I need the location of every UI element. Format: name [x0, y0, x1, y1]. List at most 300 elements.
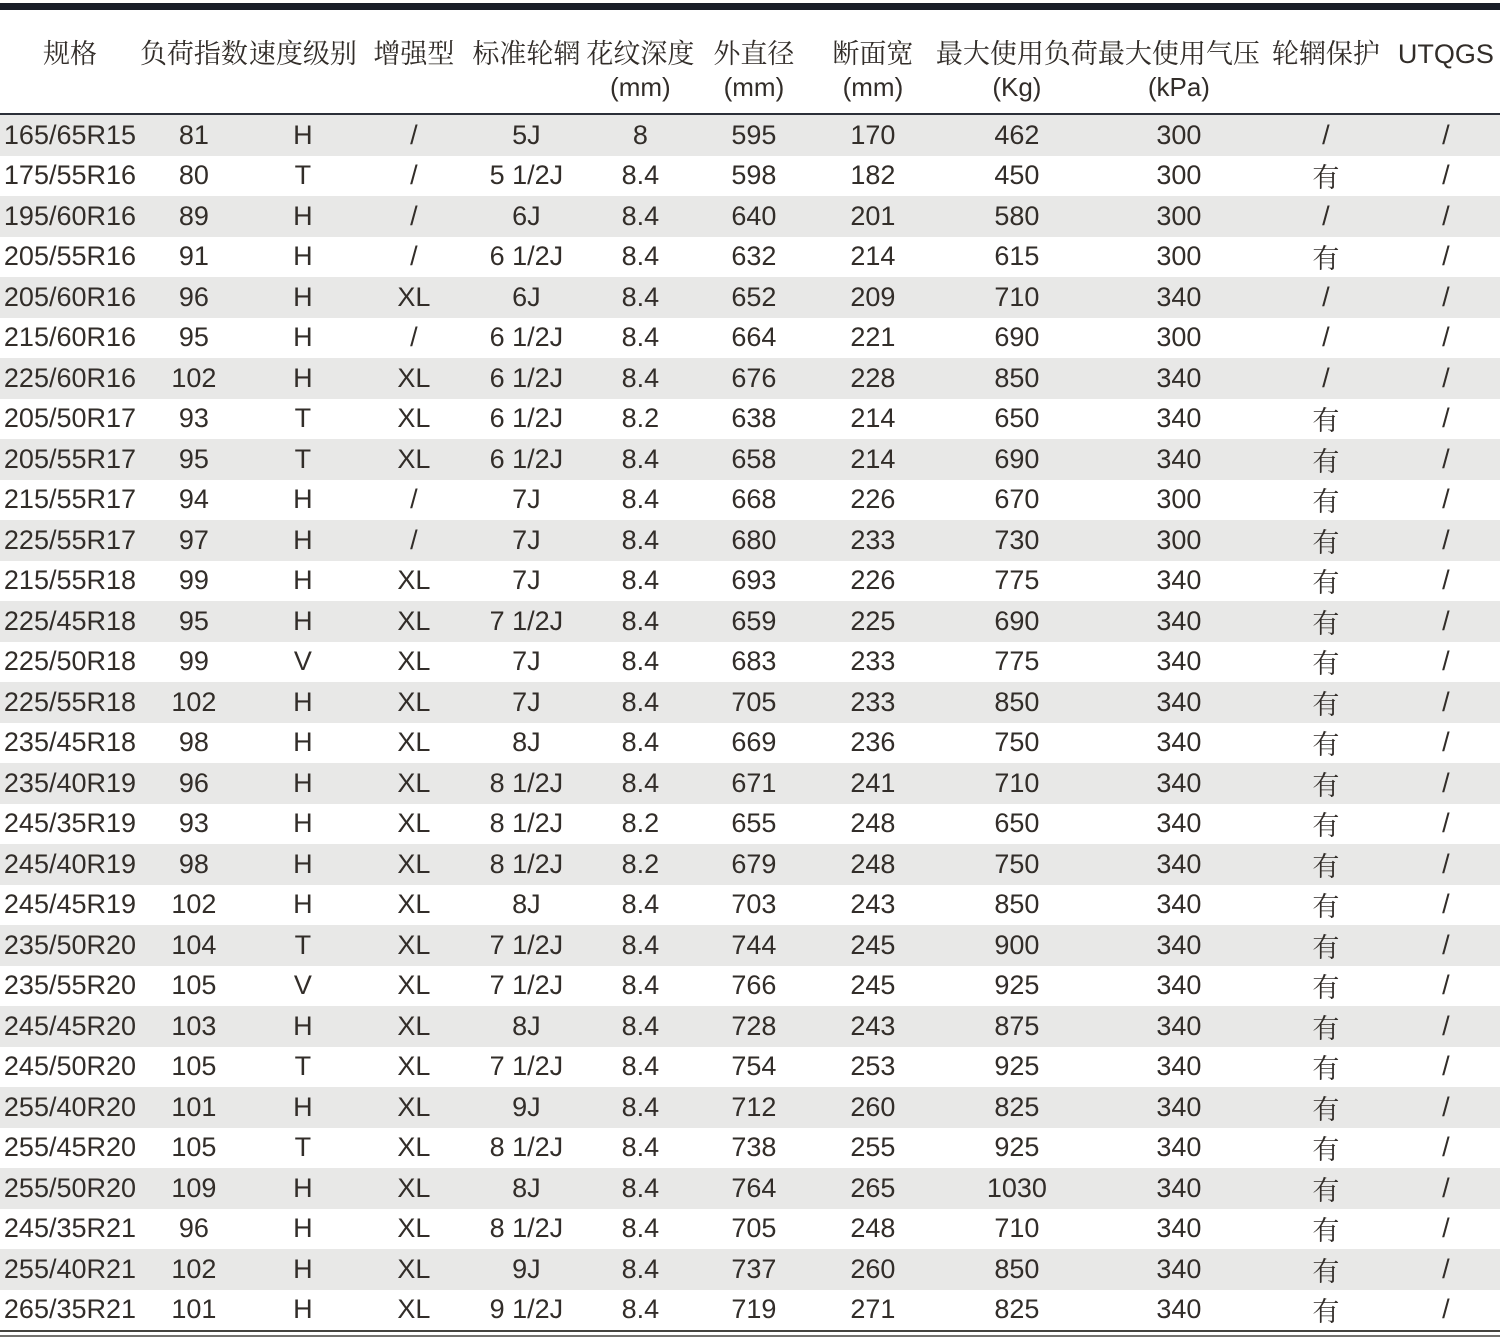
table-cell: 8 1/2J — [489, 848, 564, 879]
table-cell: 676 — [731, 362, 777, 393]
table-row — [0, 1087, 1500, 1128]
table-cell: / — [1442, 443, 1450, 474]
table-cell: H — [293, 241, 313, 272]
table-cell: XL — [397, 1253, 431, 1284]
table-cell: H — [293, 1253, 313, 1284]
table-cell: 690 — [994, 322, 1040, 353]
table-cell: 102 — [171, 362, 217, 393]
table-cell: 260 — [850, 1091, 896, 1122]
table-cell: 215/60R16 — [3, 322, 137, 353]
table-cell: XL — [397, 1172, 431, 1203]
table-cell: 8.4 — [621, 484, 660, 515]
table-cell: 有 — [1312, 487, 1340, 518]
table-cell: 8.4 — [621, 1294, 660, 1325]
table-row — [0, 925, 1500, 966]
table-cell: 8.4 — [621, 200, 660, 231]
table-cell: 300 — [1156, 200, 1202, 231]
table-cell: XL — [397, 565, 431, 596]
table-cell: 340 — [1156, 605, 1202, 636]
table-cell: 81 — [178, 119, 209, 150]
column-header-4 — [358, 10, 470, 114]
table-cell: 6 1/2J — [489, 403, 564, 434]
column-header-label: 轮辋保护 — [1271, 39, 1380, 69]
table-cell: / — [410, 322, 418, 353]
table-row — [0, 520, 1500, 561]
table-cell: / — [1442, 605, 1450, 636]
table-cell: 165/65R15 — [3, 119, 137, 150]
table-cell: 241 — [850, 767, 896, 798]
table-cell: 340 — [1156, 565, 1202, 596]
table-cell: 8.4 — [621, 1172, 660, 1203]
table-cell: 245 — [850, 929, 896, 960]
table-row — [0, 601, 1500, 642]
table-cell: 98 — [178, 848, 209, 879]
table-cell: 6 1/2J — [489, 241, 564, 272]
column-header-label: 规格 — [42, 39, 97, 69]
table-cell: 7 1/2J — [489, 970, 564, 1001]
table-cell: 8.2 — [621, 848, 660, 879]
table-cell: 738 — [731, 1132, 777, 1163]
table-cell: 有 — [1312, 892, 1340, 923]
table-cell: H — [293, 281, 313, 312]
table-cell: 650 — [994, 403, 1040, 434]
table-cell: 925 — [994, 1132, 1040, 1163]
table-cell: 有 — [1312, 163, 1340, 194]
table-cell: XL — [397, 848, 431, 879]
table-cell: 8.4 — [621, 1253, 660, 1284]
table-cell: 712 — [731, 1091, 777, 1122]
table-cell: 766 — [731, 970, 777, 1001]
table-cell: 有 — [1312, 446, 1340, 477]
table-cell: / — [410, 119, 418, 150]
table-cell: 225/50R18 — [3, 646, 137, 677]
table-cell: 850 — [994, 362, 1040, 393]
table-cell: / — [1442, 1132, 1450, 1163]
table-cell: / — [1442, 646, 1450, 677]
table-row — [0, 439, 1500, 480]
table-cell: 5 1/2J — [489, 160, 564, 191]
table-cell: 6J — [512, 200, 541, 231]
table-cell: 595 — [731, 119, 777, 150]
table-row — [0, 561, 1500, 602]
table-row — [0, 480, 1500, 521]
table-row — [0, 277, 1500, 318]
table-cell: 96 — [178, 1213, 209, 1244]
table-cell: H — [293, 1172, 313, 1203]
column-header-label: 标准轮辋 — [472, 39, 581, 69]
table-cell: 226 — [850, 484, 896, 515]
table-cell: 462 — [994, 119, 1040, 150]
table-cell: T — [294, 160, 312, 191]
table-cell: H — [293, 808, 313, 839]
table-cell: 340 — [1156, 1010, 1202, 1041]
table-cell: / — [1322, 281, 1330, 312]
table-cell: 875 — [994, 1010, 1040, 1041]
table-cell: 9 1/2J — [489, 1294, 564, 1325]
table-cell: 104 — [171, 929, 217, 960]
table-cell: 7J — [512, 524, 541, 555]
table-cell: / — [1442, 241, 1450, 272]
table-cell: 233 — [850, 646, 896, 677]
table-cell: 710 — [994, 1213, 1040, 1244]
table-cell: / — [1442, 200, 1450, 231]
table-cell: 8 1/2J — [489, 1132, 564, 1163]
table-row — [0, 237, 1500, 278]
column-header-9 — [936, 10, 1098, 114]
table-cell: XL — [397, 1213, 431, 1244]
table-cell: 693 — [731, 565, 777, 596]
table-cell: 236 — [850, 727, 896, 758]
column-header-unit: (mm) — [842, 72, 904, 102]
table-cell: 719 — [731, 1294, 777, 1325]
table-cell: 8J — [512, 727, 541, 758]
table-cell: 235/45R18 — [3, 727, 137, 758]
table-cell: 8 1/2J — [489, 1213, 564, 1244]
table-cell: 775 — [994, 565, 1040, 596]
table-cell: 有 — [1312, 568, 1340, 599]
table-row — [0, 966, 1500, 1007]
table-cell: T — [294, 403, 312, 434]
table-cell: 245 — [850, 970, 896, 1001]
column-header-unit: (kPa) — [1147, 72, 1210, 102]
table-cell: 668 — [731, 484, 777, 515]
table-cell: XL — [397, 362, 431, 393]
table-cell: 89 — [178, 200, 209, 231]
table-cell: 有 — [1312, 1135, 1340, 1166]
table-cell: 664 — [731, 322, 777, 353]
table-cell: 683 — [731, 646, 777, 677]
table-cell: 201 — [850, 200, 896, 231]
table-cell: 8.4 — [621, 889, 660, 920]
table-cell: 102 — [171, 686, 217, 717]
table-cell: 98 — [178, 727, 209, 758]
table-cell: 225/60R16 — [3, 362, 137, 393]
table-cell: 8.4 — [621, 443, 660, 474]
table-cell: / — [1442, 889, 1450, 920]
table-cell: 有 — [1312, 406, 1340, 437]
table-cell: 有 — [1312, 527, 1340, 558]
table-cell: XL — [397, 1051, 431, 1082]
table-cell: 245/35R19 — [3, 808, 137, 839]
table-cell: 8.4 — [621, 929, 660, 960]
table-cell: 93 — [178, 808, 209, 839]
top-accent-bar — [0, 3, 1500, 10]
table-cell: / — [1442, 362, 1450, 393]
table-cell: 340 — [1156, 767, 1202, 798]
table-cell: 750 — [994, 727, 1040, 758]
table-cell: 有 — [1312, 770, 1340, 801]
column-header-label: 外直径 — [713, 39, 795, 69]
table-cell: / — [1442, 848, 1450, 879]
table-cell: 8J — [512, 889, 541, 920]
column-header-label: UTQGS — [1397, 39, 1494, 69]
table-cell: / — [1442, 929, 1450, 960]
column-header-1 — [0, 10, 140, 114]
table-cell: 253 — [850, 1051, 896, 1082]
table-cell: 7 1/2J — [489, 929, 564, 960]
table-cell: 95 — [178, 322, 209, 353]
table-cell: 255/40R21 — [3, 1253, 137, 1284]
table-cell: 300 — [1156, 241, 1202, 272]
table-row — [0, 682, 1500, 723]
table-cell: 260 — [850, 1253, 896, 1284]
table-cell: 690 — [994, 605, 1040, 636]
table-cell: / — [1442, 1051, 1450, 1082]
table-cell: 7 1/2J — [489, 1051, 564, 1082]
table-cell: H — [293, 322, 313, 353]
table-cell: 8.4 — [621, 241, 660, 272]
table-cell: / — [1442, 1213, 1450, 1244]
table-cell: 705 — [731, 1213, 777, 1244]
table-cell: 7J — [512, 686, 541, 717]
table-cell: 340 — [1156, 646, 1202, 677]
table-cell: 95 — [178, 443, 209, 474]
table-cell: 680 — [731, 524, 777, 555]
table-row — [0, 885, 1500, 926]
table-cell: XL — [397, 686, 431, 717]
table-cell: 226 — [850, 565, 896, 596]
table-cell: 8.4 — [621, 1213, 660, 1244]
table-cell: 235/40R19 — [3, 767, 137, 798]
table-cell: 744 — [731, 929, 777, 960]
table-cell: 225/45R18 — [3, 605, 137, 636]
table-row — [0, 196, 1500, 237]
column-header-11 — [1260, 10, 1392, 114]
table-cell: H — [293, 1294, 313, 1325]
table-cell: 205/55R17 — [3, 443, 137, 474]
table-cell: 8.4 — [621, 1091, 660, 1122]
table-cell: 340 — [1156, 1172, 1202, 1203]
table-cell: 5J — [512, 119, 541, 150]
table-cell: 95 — [178, 605, 209, 636]
table-cell: 638 — [731, 403, 777, 434]
table-cell: / — [1442, 1172, 1450, 1203]
table-cell: 7J — [512, 565, 541, 596]
table-row — [0, 1290, 1500, 1331]
table-cell: 228 — [850, 362, 896, 393]
table-cell: 225 — [850, 605, 896, 636]
table-cell: H — [293, 119, 313, 150]
table-cell: 有 — [1312, 1256, 1340, 1287]
table-cell: XL — [397, 1294, 431, 1325]
table-cell: 271 — [850, 1294, 896, 1325]
table-cell: / — [1442, 1091, 1450, 1122]
table-cell: 340 — [1156, 1051, 1202, 1082]
table-cell: 450 — [994, 160, 1040, 191]
table-cell: 8.4 — [621, 1010, 660, 1041]
table-cell: XL — [397, 767, 431, 798]
table-row — [0, 844, 1500, 885]
table-cell: 728 — [731, 1010, 777, 1041]
table-cell: 102 — [171, 889, 217, 920]
table-cell: H — [293, 889, 313, 920]
table-cell: 225/55R17 — [3, 524, 137, 555]
table-cell: 8.4 — [621, 605, 660, 636]
table-cell: 105 — [171, 970, 217, 1001]
table-cell: 102 — [171, 1253, 217, 1284]
table-cell: 9J — [512, 1253, 541, 1284]
table-cell: 8.4 — [621, 322, 660, 353]
table-cell: 99 — [178, 565, 209, 596]
table-cell: / — [410, 524, 418, 555]
table-cell: 8.2 — [621, 403, 660, 434]
table-cell: 248 — [850, 808, 896, 839]
table-cell: 850 — [994, 686, 1040, 717]
table-cell: T — [294, 1132, 312, 1163]
table-cell: 9J — [512, 1091, 541, 1122]
column-header-10 — [1098, 10, 1260, 114]
table-cell: V — [293, 970, 312, 1001]
column-header-label: 最大使用气压 — [1097, 39, 1260, 69]
table-cell: 340 — [1156, 443, 1202, 474]
table-cell: 8.4 — [621, 1051, 660, 1082]
bottom-double-rule — [0, 1330, 1500, 1337]
table-cell: 243 — [850, 1010, 896, 1041]
table-cell: 300 — [1156, 484, 1202, 515]
table-cell: 235/55R20 — [3, 970, 137, 1001]
table-cell: 340 — [1156, 1294, 1202, 1325]
table-cell: XL — [397, 646, 431, 677]
table-cell: 8 1/2J — [489, 808, 564, 839]
table-cell: XL — [397, 281, 431, 312]
table-cell: 233 — [850, 686, 896, 717]
table-cell: V — [293, 646, 312, 677]
table-cell: 有 — [1312, 851, 1340, 882]
table-cell: XL — [397, 1132, 431, 1163]
table-cell: 245/40R19 — [3, 848, 137, 879]
table-header — [0, 10, 1500, 114]
table-cell: 8.4 — [621, 160, 660, 191]
table-cell: XL — [397, 929, 431, 960]
table-cell: 225/55R18 — [3, 686, 137, 717]
table-cell: 340 — [1156, 929, 1202, 960]
table-cell: 248 — [850, 1213, 896, 1244]
table-cell: 有 — [1312, 1216, 1340, 1247]
table-cell: 91 — [178, 241, 209, 272]
table-cell: 205/60R16 — [3, 281, 137, 312]
table-row — [0, 642, 1500, 683]
table-cell: 300 — [1156, 160, 1202, 191]
table-cell: 580 — [994, 200, 1040, 231]
table-cell: H — [293, 605, 313, 636]
table-cell: / — [1322, 119, 1330, 150]
table-row — [0, 723, 1500, 764]
table-cell: / — [1442, 686, 1450, 717]
table-cell: 825 — [994, 1091, 1040, 1122]
table-cell: 340 — [1156, 808, 1202, 839]
table-cell: 255/45R20 — [3, 1132, 137, 1163]
table-cell: H — [293, 686, 313, 717]
table-cell: 96 — [178, 281, 209, 312]
table-cell: 有 — [1312, 1175, 1340, 1206]
table-cell: 有 — [1312, 1054, 1340, 1085]
table-cell: 340 — [1156, 686, 1202, 717]
table-cell: 214 — [850, 403, 896, 434]
table-cell: 6J — [512, 281, 541, 312]
table-cell: 8 — [632, 119, 648, 150]
table-cell: 235/50R20 — [3, 929, 137, 960]
column-header-6 — [583, 10, 698, 114]
table-cell: / — [1442, 160, 1450, 191]
table-row — [0, 114, 1500, 156]
table-cell: / — [1442, 1253, 1450, 1284]
table-cell: 255 — [850, 1132, 896, 1163]
table-cell: 221 — [850, 322, 896, 353]
table-cell: 175/55R16 — [3, 160, 137, 191]
table-cell: 705 — [731, 686, 777, 717]
table-cell: 671 — [731, 767, 777, 798]
column-header-2 — [140, 10, 248, 114]
table-cell: 245/50R20 — [3, 1051, 137, 1082]
table-cell: 有 — [1312, 811, 1340, 842]
table-cell: 6 1/2J — [489, 443, 564, 474]
table-cell: 93 — [178, 403, 209, 434]
table-cell: 632 — [731, 241, 777, 272]
table-cell: 8.2 — [621, 808, 660, 839]
table-row — [0, 358, 1500, 399]
table-cell: 105 — [171, 1051, 217, 1082]
table-cell: 679 — [731, 848, 777, 879]
table-cell: 245/45R19 — [3, 889, 137, 920]
table-cell: / — [1322, 200, 1330, 231]
table-cell: H — [293, 727, 313, 758]
table-row — [0, 1168, 1500, 1209]
table-cell: 598 — [731, 160, 777, 191]
table-row — [0, 1209, 1500, 1250]
table-cell: / — [1442, 565, 1450, 596]
table-cell: / — [1442, 524, 1450, 555]
table-cell: 245/35R21 — [3, 1213, 137, 1244]
column-header-label: 增强型 — [373, 39, 455, 69]
table-cell: 8.4 — [621, 686, 660, 717]
table-cell: 205/55R16 — [3, 241, 137, 272]
table-cell: 659 — [731, 605, 777, 636]
table-cell: 850 — [994, 889, 1040, 920]
table-cell: 170 — [850, 119, 896, 150]
table-cell: H — [293, 200, 313, 231]
table-cell: 658 — [731, 443, 777, 474]
table-cell: 99 — [178, 646, 209, 677]
column-header-unit: (Kg) — [992, 72, 1042, 102]
table-cell: / — [1442, 403, 1450, 434]
table-cell: 有 — [1312, 1013, 1340, 1044]
column-header-unit: (mm) — [723, 72, 785, 102]
table-cell: / — [1442, 119, 1450, 150]
table-cell: / — [1442, 1294, 1450, 1325]
table-cell: 615 — [994, 241, 1040, 272]
table-cell: 8.4 — [621, 565, 660, 596]
table-cell: 340 — [1156, 362, 1202, 393]
table-row — [0, 1006, 1500, 1047]
table-cell: / — [1322, 322, 1330, 353]
table-row — [0, 399, 1500, 440]
table-cell: H — [293, 1091, 313, 1122]
header-row — [0, 10, 1500, 114]
table-cell: / — [1442, 767, 1450, 798]
table-cell: 750 — [994, 848, 1040, 879]
table-cell: 754 — [731, 1051, 777, 1082]
table-row — [0, 1128, 1500, 1169]
table-cell: 8.4 — [621, 281, 660, 312]
table-cell: / — [410, 484, 418, 515]
table-cell: 340 — [1156, 1132, 1202, 1163]
table-cell: H — [293, 767, 313, 798]
table-cell: 300 — [1156, 322, 1202, 353]
table-cell: H — [293, 362, 313, 393]
table-cell: 255/50R20 — [3, 1172, 137, 1203]
table-cell: 233 — [850, 524, 896, 555]
table-cell: 764 — [731, 1172, 777, 1203]
